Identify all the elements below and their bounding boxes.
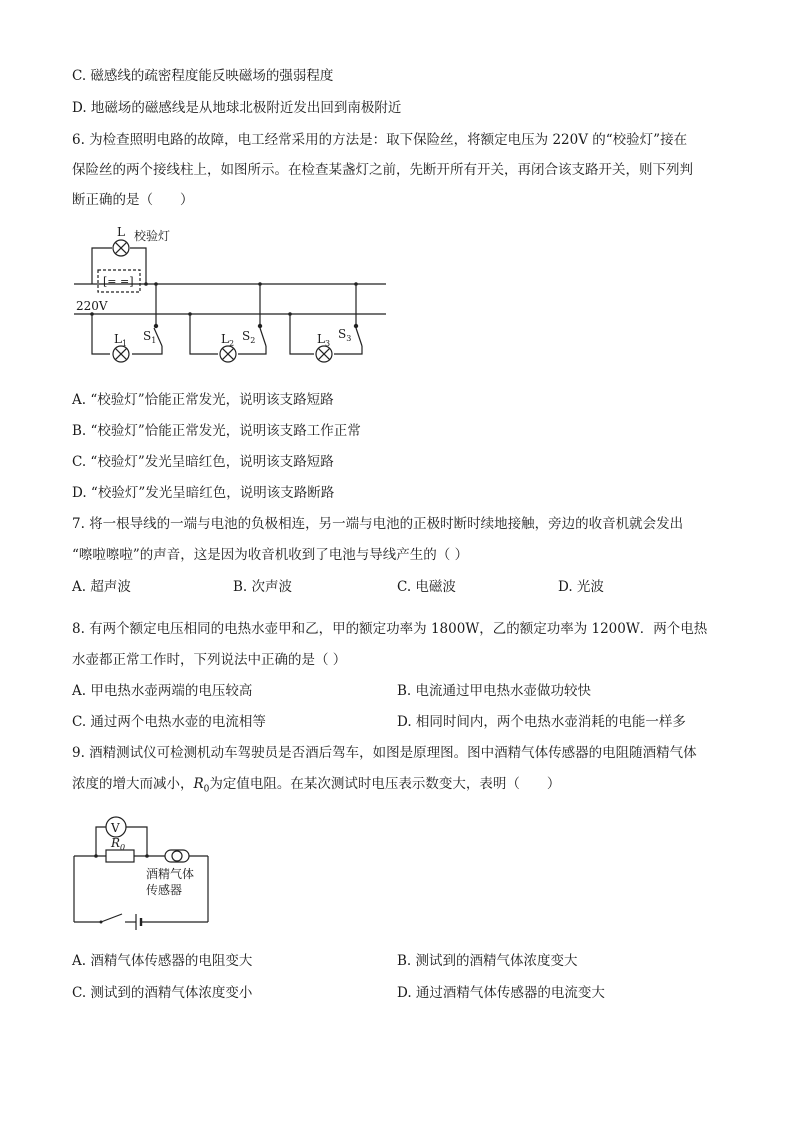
switch-s1-label: $S_1$ (143, 329, 157, 345)
q9-option-c[interactable]: C. 测试到的酒精气体浓度变小 (72, 985, 253, 1001)
lamp-l2-label: $L_2$ (221, 332, 235, 348)
voltmeter-icon: V (111, 821, 120, 835)
test-lamp-label: 校验灯 (134, 229, 171, 243)
q6-stem-line1: 6. 为检查照明电路的故障，电工经常采用的方法是：取下保险丝，将额定电压为 220V 的“校验灯”接在 (72, 132, 688, 148)
q5-option-d: D. 地磁场的磁感线是从地球北极附近发出回到南极附近 (72, 100, 402, 116)
q6-stem-line3: 断正确的是（ ） (72, 192, 194, 208)
q5-option-c: C. 磁感线的疏密程度能反映磁场的强弱程度 (72, 68, 334, 84)
sensor-label-line1: 酒精气体 (146, 867, 195, 881)
q8-option-d[interactable]: D. 相同时间内，两个电热水壶消耗的电能一样多 (397, 714, 686, 730)
q9-stem-line2: 浓度的增大而减小，$R_0$为定值电阻。在某次测试时电压表示数变大，表明（ ） (72, 776, 561, 795)
q9-option-a[interactable]: A. 酒精气体传感器的电阻变大 (72, 953, 253, 969)
test-lamp-l-label: L (117, 225, 125, 239)
q7-option-b[interactable]: B. 次声波 (233, 579, 293, 595)
switch-s2-label: $S_2$ (242, 329, 256, 345)
voltage-label: 220V (76, 299, 108, 313)
q6-stem-line2: 保险丝的两个接线柱上，如图所示。在检查某盏灯之前，先断开所有开关，再闭合该支路开关，则下列判 (72, 162, 693, 178)
q7-stem-line1: 7. 将一根导线的一端与电池的负极相连，另一端与电池的正极时断时续地接触，旁边的收音机就会发出 (72, 516, 684, 532)
q7-option-d[interactable]: D. 光波 (558, 579, 604, 595)
q8-stem-line1: 8. 有两个额定电压相同的电热水壶甲和乙，甲的额定功率为 1800W，乙的额定功率为 1200W．两个电热 (72, 621, 708, 637)
q6-option-d[interactable]: D. “校验灯”发光呈暗红色，说明该支路断路 (72, 485, 335, 501)
q8-option-c[interactable]: C. 通过两个电热水壶的电流相等 (72, 714, 266, 730)
q9-circuit-diagram (70, 806, 220, 931)
q9-option-b[interactable]: B. 测试到的酒精气体浓度变大 (397, 953, 578, 969)
q6-option-a[interactable]: A. “校验灯”恰能正常发光，说明该支路短路 (72, 392, 334, 408)
q6-circuit-diagram (70, 222, 400, 382)
fuse-label: [= =] (103, 275, 134, 288)
q8-stem-line2: 水壶都正常工作时，下列说法中正确的是（ ） (72, 652, 347, 668)
lamp-l3-label: $L_3$ (317, 332, 331, 348)
q6-option-b[interactable]: B. “校验灯”恰能正常发光，说明该支路工作正常 (72, 423, 361, 439)
lamp-l1-label: $L_1$ (114, 332, 128, 348)
sensor-label-line2: 传感器 (146, 883, 183, 897)
q9-option-d[interactable]: D. 通过酒精气体传感器的电流变大 (397, 985, 605, 1001)
q7-stem-line2: “嚓啦嚓啦”的声音，这是因为收音机收到了电池与导线产生的（ ） (72, 547, 469, 563)
switch-s3-label: $S_3$ (338, 327, 352, 343)
r0-label: $R_0$ (111, 836, 126, 852)
q6-option-c[interactable]: C. “校验灯”发光呈暗红色，说明该支路短路 (72, 454, 334, 470)
q8-option-a[interactable]: A. 甲电热水壶两端的电压较高 (72, 683, 253, 699)
q9-stem-line1: 9. 酒精测试仪可检测机动车驾驶员是否酒后驾车，如图是原理图。图中酒精气体传感器的电阻随酒精气体 (72, 745, 697, 761)
q8-option-b[interactable]: B. 电流通过甲电热水壶做功较快 (397, 683, 592, 699)
q7-option-c[interactable]: C. 电磁波 (397, 579, 456, 595)
q7-option-a[interactable]: A. 超声波 (72, 579, 131, 595)
